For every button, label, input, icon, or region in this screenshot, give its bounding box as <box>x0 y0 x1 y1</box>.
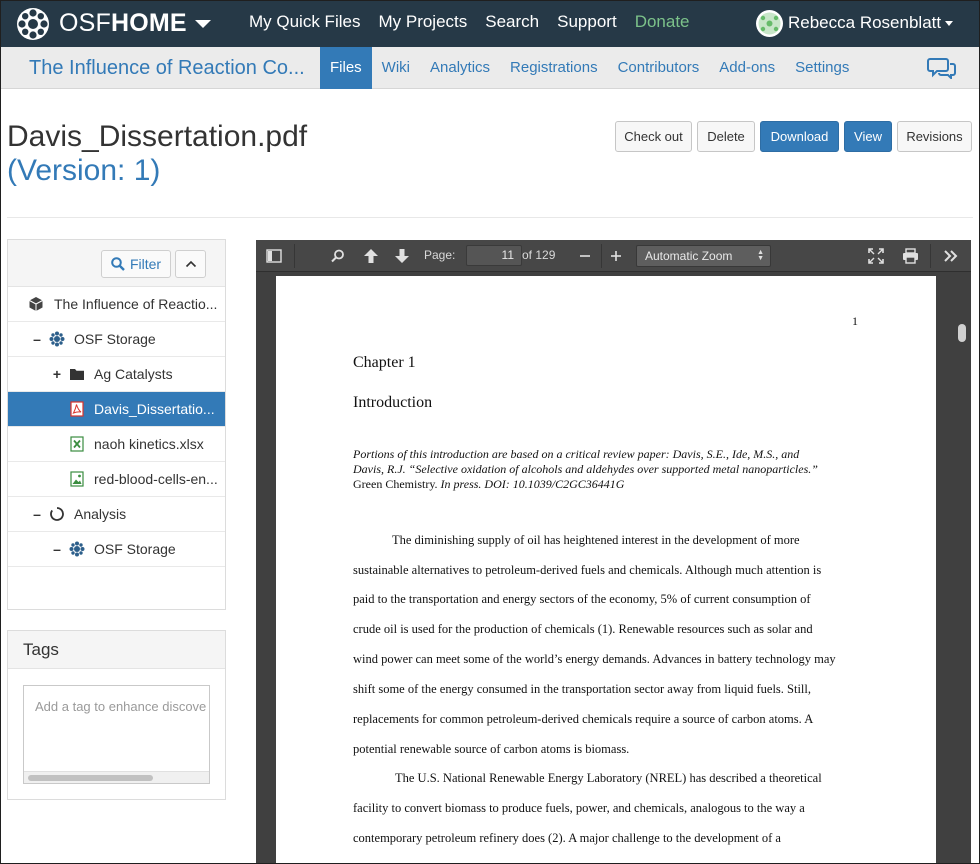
tab-settings[interactable]: Settings <box>795 59 850 76</box>
nav-donate[interactable]: Donate <box>634 12 690 31</box>
divider <box>7 217 973 218</box>
collapse-toggle[interactable]: – <box>33 506 41 522</box>
pdf-body-line: sustainable alternatives to petroleum-derived fuels and chemicals. Although much attention is <box>353 563 822 577</box>
arrow-down-icon <box>394 248 410 264</box>
print-icon <box>902 248 919 264</box>
toolbar-separator <box>601 244 602 268</box>
nav-my-projects[interactable]: My Projects <box>378 12 468 31</box>
page-label: Page: <box>424 248 456 262</box>
pdf-page-number: 1 <box>852 314 858 328</box>
osf-logo-icon <box>16 7 50 41</box>
tree-row-pdf-file[interactable] <box>8 392 225 427</box>
scrollbar-thumb[interactable] <box>28 775 153 781</box>
pdf-body-line: crude oil is used for the production of chemicals (1). Renewable resources such as solar and <box>353 622 813 636</box>
find-button[interactable] <box>326 245 350 267</box>
tree-row-label: red-blood-cells-en... <box>94 471 218 487</box>
next-page-button[interactable] <box>390 245 414 267</box>
tab-contributors[interactable]: Contributors <box>617 59 700 76</box>
plus-icon <box>610 250 622 262</box>
user-name: Rebecca Rosenblatt <box>788 13 942 32</box>
pdf-body-line: contemporary petroleum refinery does (2). A major challenge to the development of a <box>353 831 781 845</box>
project-cube-icon <box>28 296 44 312</box>
project-title-link[interactable]: The Influence of Reaction Co... <box>29 57 305 79</box>
pdf-toolbar <box>256 240 971 272</box>
collapse-toggle[interactable]: – <box>53 541 61 557</box>
excel-file-icon <box>69 436 85 452</box>
tags-input[interactable] <box>23 685 210 784</box>
page-total: of 129 <box>522 248 556 262</box>
zoom-select[interactable] <box>636 245 771 267</box>
brand-name: OSFHOME <box>59 9 187 37</box>
search-icon <box>111 257 125 271</box>
pdf-section-heading: Introduction <box>353 394 433 411</box>
tab-files[interactable]: Files <box>320 47 372 89</box>
collapse-toggle[interactable]: – <box>33 331 41 347</box>
tags-title: Tags <box>8 631 225 669</box>
presentation-mode-button[interactable] <box>864 245 888 267</box>
user-menu[interactable] <box>756 8 953 38</box>
revisions-button[interactable]: Revisions <box>897 121 972 152</box>
caret-down-icon <box>945 21 953 26</box>
pdf-scrollbar-thumb[interactable] <box>958 324 966 342</box>
avatar <box>756 10 783 37</box>
view-button[interactable]: View <box>844 121 892 152</box>
tags-panel <box>7 630 226 800</box>
tree-row-label: Davis_Dissertatio... <box>94 401 215 417</box>
page-number-input[interactable]: 11 <box>466 245 522 266</box>
pdf-note-line: Davis, R.J. “Selective oxidation of alcohols and aldehydes over supported metal nanoparticles.” <box>353 462 818 476</box>
filter-label: Filter <box>129 256 162 272</box>
tab-add-ons[interactable]: Add-ons <box>719 59 776 76</box>
collapse-button[interactable] <box>175 250 206 278</box>
pdf-body-line: paid to the transportation and energy sectors of the economy, 5% of current consumption of <box>353 592 811 606</box>
tools-menu-button[interactable] <box>939 245 963 267</box>
pdf-chapter-heading: Chapter 1 <box>353 354 416 371</box>
double-chevron-right-icon <box>943 249 959 263</box>
file-tree-toolbar <box>8 240 225 287</box>
tree-row-project[interactable] <box>8 287 225 322</box>
pdf-body-line: replacements for common petroleum-derived chemicals require a source of carbon atoms. A <box>353 712 814 726</box>
expand-toggle[interactable]: + <box>52 366 62 382</box>
pdf-body-line: shift some of the energy consumed in the transportation sector away from liquid fuels. Still, <box>353 682 812 696</box>
tree-row-image-file[interactable] <box>8 462 225 497</box>
folder-icon <box>69 366 85 382</box>
topnav-links <box>240 0 699 47</box>
tree-row-osf-storage[interactable] <box>8 532 225 567</box>
pdf-body-line: facility to convert biomass to produce fuels, power, and chemicals, analogous to the way a <box>353 801 805 815</box>
print-button[interactable] <box>898 245 922 267</box>
download-button[interactable]: Download <box>760 121 839 152</box>
pdf-note-line: Green Chemistry. In press. DOI: 10.1039/C2GC36441G <box>353 477 625 491</box>
tab-registrations[interactable]: Registrations <box>510 59 598 76</box>
zoom-value: Automatic Zoom <box>645 249 733 263</box>
delete-button[interactable]: Delete <box>697 121 755 152</box>
tags-placeholder: Add a tag to enhance discove <box>35 699 207 714</box>
tree-row-label: The Influence of Reactio... <box>54 296 218 312</box>
pdf-file-icon <box>69 401 85 417</box>
pdf-page <box>276 276 936 864</box>
pdf-viewer <box>256 240 971 864</box>
tree-row-label: OSF Storage <box>74 331 156 347</box>
tree-row-label: Ag Catalysts <box>94 366 173 382</box>
filter-button[interactable] <box>101 250 171 278</box>
top-navbar <box>0 0 980 47</box>
toolbar-separator <box>930 244 931 268</box>
file-tree-panel <box>7 239 226 610</box>
pdf-body-line: potential renewable source of carbon atoms is biomass. <box>353 742 630 756</box>
nav-support[interactable]: Support <box>557 12 617 31</box>
check-out-button[interactable]: Check out <box>615 121 692 152</box>
arrow-up-icon <box>363 248 379 264</box>
tree-row-xlsx-file[interactable] <box>8 427 225 462</box>
nav-my-quick-files[interactable]: My Quick Files <box>249 12 361 31</box>
image-file-icon <box>69 471 85 487</box>
pdf-note-line: Portions of this introduction are based on a critical review paper: Davis, S.E., Ide, M.S., and <box>353 447 800 461</box>
nav-search[interactable]: Search <box>485 12 540 31</box>
pdf-body-line: wind power can meet some of the world’s energy demands. Advances in battery technology may <box>353 652 836 666</box>
tree-row-analysis-component[interactable] <box>8 497 225 532</box>
pdf-body-line: The diminishing supply of oil has heightened interest in the development of more <box>392 533 800 547</box>
sidebar-toggle-icon <box>266 249 282 263</box>
search-icon <box>331 249 345 263</box>
tab-analytics[interactable]: Analytics <box>430 59 491 76</box>
project-tabs <box>320 47 859 89</box>
comments-icon[interactable] <box>927 57 957 79</box>
chevron-up-icon <box>185 260 197 268</box>
component-circle-icon <box>49 506 65 522</box>
file-title: Davis_Dissertation.pdf <box>7 120 308 153</box>
fullscreen-icon <box>868 248 884 264</box>
tree-row-label: naoh kinetics.xlsx <box>94 436 204 452</box>
zoom-out-button[interactable] <box>573 245 597 267</box>
osf-storage-icon <box>69 541 85 557</box>
osf-home-menu[interactable] <box>16 0 211 47</box>
tree-row-osf-storage[interactable] <box>8 322 225 357</box>
pdf-body-line: The U.S. National Renewable Energy Laboratory (NREL) has described a theoretical <box>395 771 822 785</box>
tree-row-label: OSF Storage <box>94 541 176 557</box>
horizontal-scrollbar[interactable] <box>24 771 209 783</box>
sidebar-toggle-button[interactable] <box>262 245 286 267</box>
tree-row-folder[interactable] <box>8 357 225 392</box>
avatar-pattern-icon <box>758 12 781 35</box>
previous-page-button[interactable] <box>359 245 383 267</box>
osf-storage-icon <box>49 331 65 347</box>
file-version: (Version: 1) <box>7 154 161 187</box>
minus-icon <box>579 250 591 262</box>
tree-row-label: Analysis <box>74 506 127 522</box>
select-arrows-icon: ▲ ▼ <box>757 249 764 262</box>
project-navbar <box>0 47 980 89</box>
toolbar-separator <box>294 244 295 268</box>
caret-down-icon <box>195 20 211 28</box>
tab-wiki[interactable]: Wiki <box>381 59 410 76</box>
zoom-in-button[interactable] <box>604 245 628 267</box>
